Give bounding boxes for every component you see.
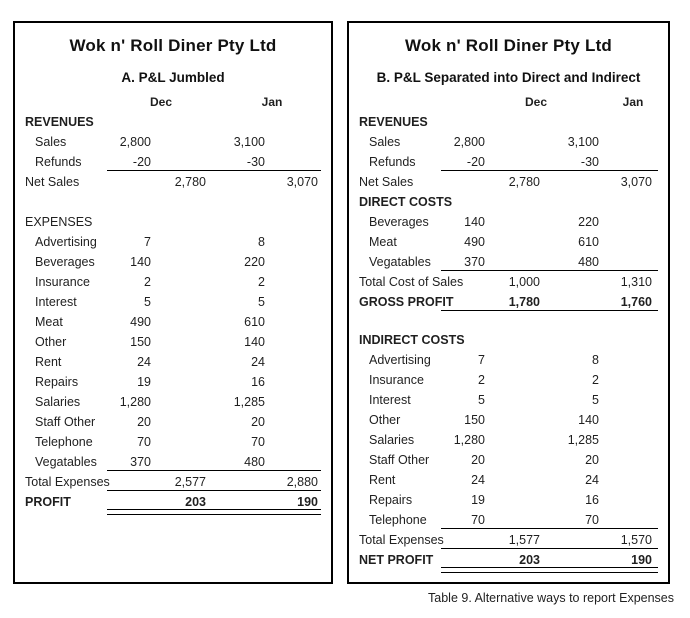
dec-value: 70 [137, 435, 151, 449]
jan-value: 140 [244, 335, 265, 349]
single-underline [107, 490, 321, 491]
table-row [23, 172, 323, 192]
panel-a-subtitle: A. P&L Jumbled [121, 70, 225, 85]
row-label: Net Sales [25, 175, 80, 189]
table-row [357, 410, 660, 430]
jan-value: 480 [578, 255, 599, 269]
table-row [23, 352, 323, 372]
jan-value: 2,880 [286, 475, 318, 489]
dec-value: 2,577 [174, 475, 206, 489]
jan-value: 24 [585, 473, 599, 487]
dec-value: 203 [519, 553, 540, 567]
dec-value: 2 [144, 275, 151, 289]
dec-value: 2,800 [119, 135, 151, 149]
dec-value: -20 [466, 155, 485, 169]
dec-value: 150 [464, 413, 485, 427]
column-header-row [23, 93, 323, 112]
table-row [357, 530, 660, 550]
row-label: Salaries [35, 395, 81, 409]
table-row [357, 330, 660, 350]
single-underline [441, 170, 658, 171]
dec-value: 370 [464, 255, 485, 269]
table-row [357, 550, 660, 570]
jan-value: -30 [580, 155, 599, 169]
jan-value: 3,070 [286, 175, 318, 189]
jan-value: 3,070 [620, 175, 652, 189]
dec-value: 2 [478, 373, 485, 387]
table-row [357, 152, 660, 172]
double-underline [107, 509, 321, 515]
table-row [357, 510, 660, 530]
jan-value: 220 [578, 215, 599, 229]
dec-value: 5 [478, 393, 485, 407]
row-label: Other [35, 335, 67, 349]
table-row [23, 412, 323, 432]
table-row [357, 490, 660, 510]
dec-value: 140 [130, 255, 151, 269]
row-label: Beverages [35, 255, 95, 269]
row-label: Sales [369, 135, 401, 149]
row-label: Advertising [35, 235, 97, 249]
company-title: Wok n' Roll Diner Pty Ltd [69, 36, 277, 55]
jan-value: 220 [244, 255, 265, 269]
jan-value: 3,100 [233, 135, 265, 149]
row-label: Insurance [35, 275, 90, 289]
column-header-row [357, 93, 660, 112]
jan-value: 1,760 [620, 295, 652, 309]
panel-b-subtitle: B. P&L Separated into Direct and Indirect [376, 70, 641, 85]
dec-value: 203 [185, 495, 206, 509]
row-label: Total Cost of Sales [359, 275, 464, 289]
table-row [357, 212, 660, 232]
table-row [23, 452, 323, 472]
jan-value: 5 [592, 393, 599, 407]
table-row [23, 332, 323, 352]
dec-value: 2,780 [174, 175, 206, 189]
table-row [357, 450, 660, 470]
dec-value: 70 [471, 513, 485, 527]
jan-value: 5 [258, 295, 265, 309]
row-label: Other [369, 413, 401, 427]
row-label: Staff Other [35, 415, 96, 429]
row-label: Total Expenses [25, 475, 110, 489]
column-header-jan: Jan [261, 95, 283, 109]
dec-value: 5 [144, 295, 151, 309]
jan-value: 1,570 [620, 533, 652, 547]
dec-value: 1,780 [508, 295, 540, 309]
dec-value: 1,280 [453, 433, 485, 447]
panel-b-pl-separated [347, 21, 670, 584]
table-row [357, 232, 660, 252]
row-label: REVENUES [25, 115, 94, 129]
jan-value: 480 [244, 455, 265, 469]
row-label: Rent [369, 473, 396, 487]
row-label: Net Sales [359, 175, 414, 189]
single-underline [441, 528, 658, 529]
row-label: PROFIT [25, 495, 71, 509]
row-label: Rent [35, 355, 62, 369]
single-underline [441, 310, 658, 311]
dec-value: 7 [478, 353, 485, 367]
row-label: NET PROFIT [359, 553, 434, 567]
jan-value: 3,100 [567, 135, 599, 149]
jan-value: -30 [246, 155, 265, 169]
spacer-row [357, 312, 660, 330]
table-row [23, 432, 323, 452]
dec-value: 1,000 [508, 275, 540, 289]
single-underline [441, 270, 658, 271]
jan-value: 20 [585, 453, 599, 467]
table-row [357, 390, 660, 410]
row-label: Advertising [369, 353, 431, 367]
dec-value: 19 [471, 493, 485, 507]
row-label: Staff Other [369, 453, 430, 467]
jan-value: 610 [578, 235, 599, 249]
pl-table-separated [357, 112, 660, 570]
dec-value: 20 [471, 453, 485, 467]
jan-value: 1,310 [620, 275, 652, 289]
table-row [357, 470, 660, 490]
row-label: Interest [35, 295, 77, 309]
row-label: DIRECT COSTS [359, 195, 453, 209]
panel-a-pl-jumbled [13, 21, 333, 584]
row-label: Total Expenses [359, 533, 444, 547]
table-row [23, 212, 323, 232]
row-label: GROSS PROFIT [359, 295, 454, 309]
table-row [23, 132, 323, 152]
spacer-row [23, 192, 323, 212]
row-label: Refunds [35, 155, 82, 169]
column-header-dec: Dec [149, 95, 173, 109]
table-row [23, 372, 323, 392]
row-label: Vegatables [369, 255, 431, 269]
row-label: Insurance [369, 373, 424, 387]
jan-value: 20 [251, 415, 265, 429]
jan-value: 1,285 [233, 395, 265, 409]
table-row [357, 272, 660, 292]
jan-value: 2 [592, 373, 599, 387]
dec-value: 490 [464, 235, 485, 249]
row-label: Vegatables [35, 455, 97, 469]
table-row [23, 472, 323, 492]
dec-value: 7 [144, 235, 151, 249]
single-underline [441, 548, 658, 549]
jan-value: 8 [592, 353, 599, 367]
column-header-jan: Jan [622, 95, 644, 109]
single-underline [107, 170, 321, 171]
table-row [357, 112, 660, 132]
row-label: Meat [35, 315, 63, 329]
row-label: Beverages [369, 215, 429, 229]
jan-value: 1,285 [567, 433, 599, 447]
dec-value: 140 [464, 215, 485, 229]
dec-value: 24 [137, 355, 151, 369]
table-row [23, 112, 323, 132]
table-row [23, 152, 323, 172]
table-row [23, 292, 323, 312]
jan-value: 8 [258, 235, 265, 249]
table-row [357, 252, 660, 272]
table-row [23, 252, 323, 272]
table-row [23, 232, 323, 252]
dec-value: 1,280 [119, 395, 151, 409]
row-label: INDIRECT COSTS [359, 333, 465, 347]
dec-value: 20 [137, 415, 151, 429]
table-row [23, 392, 323, 412]
jan-value: 70 [251, 435, 265, 449]
table-caption: Table 9. Alternative ways to report Expenses [428, 591, 674, 605]
row-label: Repairs [35, 375, 79, 389]
table-row [357, 292, 660, 312]
row-label: Telephone [369, 513, 427, 527]
table-row [357, 370, 660, 390]
jan-value: 24 [251, 355, 265, 369]
dec-value: 2,780 [508, 175, 540, 189]
company-title: Wok n' Roll Diner Pty Ltd [404, 36, 613, 55]
row-label: REVENUES [359, 115, 428, 129]
table-row [23, 312, 323, 332]
table-row [23, 492, 323, 512]
table-row [357, 430, 660, 450]
jan-value: 16 [585, 493, 599, 507]
jan-value: 610 [244, 315, 265, 329]
dec-value: 150 [130, 335, 151, 349]
row-label: Interest [369, 393, 411, 407]
dec-value: -20 [132, 155, 151, 169]
table-row [23, 272, 323, 292]
row-label: Meat [369, 235, 397, 249]
single-underline [107, 470, 321, 471]
row-label: Sales [35, 135, 67, 149]
dec-value: 1,577 [508, 533, 540, 547]
row-label: EXPENSES [25, 215, 93, 229]
jan-value: 70 [585, 513, 599, 527]
row-label: Repairs [369, 493, 413, 507]
jan-value: 140 [578, 413, 599, 427]
dec-value: 2,800 [453, 135, 485, 149]
table-row [357, 132, 660, 152]
table-row [357, 192, 660, 212]
row-label: Salaries [369, 433, 415, 447]
table-row [357, 350, 660, 370]
jan-value: 16 [251, 375, 265, 389]
row-label: Telephone [35, 435, 93, 449]
dec-value: 24 [471, 473, 485, 487]
dec-value: 19 [137, 375, 151, 389]
table-row [357, 172, 660, 192]
pl-table-jumbled [23, 112, 323, 512]
dec-value: 370 [130, 455, 151, 469]
jan-value: 190 [631, 553, 652, 567]
double-underline [441, 567, 658, 573]
column-header-dec: Dec [524, 95, 548, 109]
row-label: Refunds [369, 155, 416, 169]
dec-value: 490 [130, 315, 151, 329]
jan-value: 190 [297, 495, 318, 509]
jan-value: 2 [258, 275, 265, 289]
